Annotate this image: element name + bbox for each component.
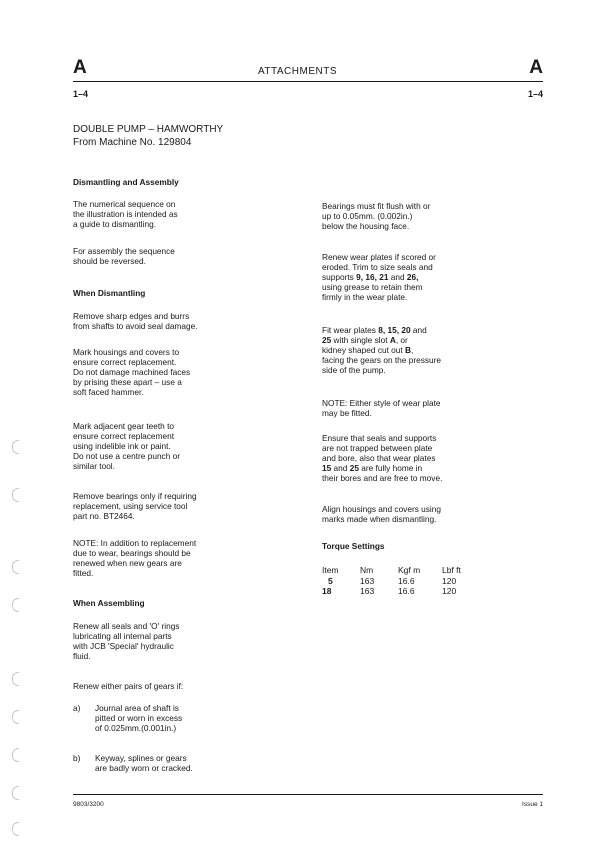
text-line: Mark housings and covers to bbox=[73, 347, 180, 357]
text-line: side of the pump. bbox=[322, 365, 386, 376]
text-line: ensure correct replacement. bbox=[73, 357, 177, 368]
table-cell: 163 bbox=[360, 575, 375, 586]
footer-issue: Issue 1 bbox=[522, 801, 543, 808]
text-span: supports bbox=[322, 272, 357, 283]
text-line: Mark adjacent gear teeth to bbox=[73, 421, 175, 431]
part-number: 8, 15, 20 bbox=[378, 325, 411, 335]
text-line: Remove sharp edges and burrs bbox=[73, 311, 190, 321]
table-row bbox=[322, 576, 461, 587]
text-line: NOTE: In addition to replacement bbox=[73, 538, 197, 548]
page-number-right: 1–4 bbox=[527, 89, 543, 99]
torque-table bbox=[322, 565, 461, 597]
text-line: of 0.025mm.(0.001in.) bbox=[95, 723, 177, 734]
column-header: Lbf ft bbox=[442, 565, 461, 575]
text-line: Do not use a centre punch or bbox=[73, 451, 181, 462]
text-line bbox=[322, 345, 441, 355]
paragraph-align-housings bbox=[322, 504, 441, 524]
text-line: firmly in the wear plate. bbox=[322, 292, 408, 303]
text-line bbox=[322, 272, 436, 282]
right-column bbox=[322, 201, 537, 621]
text-line bbox=[322, 335, 441, 345]
text-line: from shafts to avoid seal damage. bbox=[73, 321, 198, 332]
text-line bbox=[322, 463, 442, 473]
text-span: and bbox=[410, 325, 427, 335]
table-cell-item: 5 bbox=[328, 575, 333, 586]
paragraph-sharp-edges bbox=[73, 311, 198, 331]
text-line: the illustration is intended as bbox=[73, 209, 178, 220]
text-line: are badly worn or cracked. bbox=[95, 763, 193, 774]
text-line: using indelible ink or paint. bbox=[73, 441, 171, 452]
text-span: kidney shaped cut out bbox=[322, 345, 406, 356]
paragraph-sequence bbox=[73, 199, 178, 229]
text-line: fluid. bbox=[73, 651, 91, 662]
section-letter-left: A bbox=[73, 57, 87, 78]
table-cell: 163 bbox=[360, 586, 375, 596]
title-line-2: From Machine No. 129804 bbox=[73, 136, 192, 148]
text-line: Keyway, splines or gears bbox=[95, 753, 187, 763]
binding-mark bbox=[12, 822, 19, 836]
text-line: due to wear, bearings should be bbox=[73, 548, 191, 559]
text-line: renewed when new gears are bbox=[73, 558, 182, 569]
paragraph-bearings-flush bbox=[322, 201, 430, 231]
text-line: The numerical sequence on bbox=[73, 199, 176, 209]
text-line: fitted. bbox=[73, 568, 94, 579]
column-header: Nm bbox=[360, 565, 374, 575]
header-rule bbox=[73, 81, 543, 82]
heading-when-assembling: When Assembling bbox=[73, 598, 145, 608]
list-text bbox=[95, 753, 193, 773]
binding-mark bbox=[12, 748, 19, 762]
heading-dismantling-assembly: Dismantling and Assembly bbox=[73, 177, 179, 187]
text-line: For assembly the sequence bbox=[73, 246, 175, 256]
binding-mark bbox=[12, 440, 19, 454]
paragraph-mark-gear-teeth bbox=[73, 421, 180, 471]
text-line: NOTE: Either style of wear plate bbox=[322, 398, 441, 408]
part-number: B bbox=[405, 345, 412, 356]
text-span: , bbox=[411, 345, 414, 356]
text-line: Renew all seals and 'O' rings bbox=[73, 621, 180, 631]
part-number: 15 bbox=[322, 463, 332, 474]
part-number: 25 bbox=[322, 335, 332, 346]
table-cell: 120 bbox=[442, 575, 457, 586]
text-span: and bbox=[388, 272, 407, 283]
text-line: may be fitted. bbox=[322, 408, 372, 419]
left-column bbox=[73, 173, 288, 793]
paragraph-mark-housings bbox=[73, 347, 190, 397]
heading-when-dismantling: When Dismantling bbox=[73, 288, 146, 298]
text-line bbox=[322, 325, 441, 335]
text-line: soft faced hammer. bbox=[73, 387, 144, 398]
text-line: by prising these apart – use a bbox=[73, 377, 182, 388]
text-line: and bore, also that wear plates bbox=[322, 453, 436, 464]
binding-mark bbox=[12, 710, 19, 724]
table-cell: 16.6 bbox=[398, 586, 415, 596]
binding-mark bbox=[12, 488, 19, 502]
paragraph-remove-bearings bbox=[73, 491, 197, 521]
list-item bbox=[73, 753, 288, 783]
part-number: A bbox=[389, 335, 396, 346]
text-line: Bearings must fit flush with or bbox=[322, 201, 431, 211]
text-line: part no. BT2464. bbox=[73, 511, 135, 522]
heading-torque-settings: Torque Settings bbox=[322, 541, 385, 551]
table-cell: 120 bbox=[442, 586, 457, 596]
text-line: Journal area of shaft is bbox=[95, 703, 179, 713]
table-row bbox=[322, 586, 461, 597]
text-line: similar tool. bbox=[73, 461, 115, 472]
text-span: , or bbox=[395, 335, 408, 346]
text-span: with single slot bbox=[331, 335, 390, 346]
binding-mark bbox=[12, 672, 19, 686]
table-cell-item: 18 bbox=[322, 586, 332, 596]
text-line: lubricating all internal parts bbox=[73, 631, 172, 642]
text-line: a guide to dismantling. bbox=[73, 219, 157, 230]
text-line: facing the gears on the pressure bbox=[322, 355, 441, 366]
paragraph-note-wear-plate bbox=[322, 398, 441, 418]
list-label: a) bbox=[73, 703, 81, 713]
binding-mark bbox=[12, 598, 19, 612]
paragraph-note-bearings bbox=[73, 538, 196, 578]
text-line: Do not damage machined faces bbox=[73, 367, 191, 378]
table-header-row bbox=[322, 565, 461, 576]
text-line: using grease to retain them bbox=[322, 282, 423, 293]
text-span: Fit wear plates bbox=[322, 325, 379, 335]
text-line: Ensure that seals and supports bbox=[322, 433, 437, 443]
paragraph-renew-seals bbox=[73, 621, 179, 661]
text-line: pitted or worn in excess bbox=[95, 713, 183, 724]
text-line: Align housings and covers using bbox=[322, 504, 441, 514]
document-title bbox=[73, 124, 223, 149]
binding-mark bbox=[12, 786, 19, 800]
paragraph-ensure-seals bbox=[322, 433, 442, 483]
text-line: replacement, using service tool bbox=[73, 501, 188, 512]
text-line: up to 0.05mm. (0.002in.) bbox=[322, 211, 413, 222]
footer-rule bbox=[73, 794, 543, 795]
text-line: ensure correct replacement bbox=[73, 431, 174, 442]
text-line: below the housing face. bbox=[322, 221, 410, 232]
binding-mark bbox=[12, 560, 19, 574]
list-label: b) bbox=[73, 753, 81, 763]
page-number-left: 1–4 bbox=[73, 89, 89, 99]
text-line: their bores and are free to move. bbox=[322, 473, 443, 484]
text-line: marks made when dismantling. bbox=[322, 514, 437, 525]
list-item bbox=[73, 703, 288, 743]
section-letter-right: A bbox=[529, 57, 543, 78]
list-text bbox=[95, 703, 182, 733]
title-line-1: DOUBLE PUMP – HAMWORTHY bbox=[73, 124, 224, 135]
text-line: Renew wear plates if scored or bbox=[322, 252, 436, 262]
paragraph-renew-wear-plates bbox=[322, 252, 436, 302]
text-line: should be reversed. bbox=[73, 256, 146, 267]
paragraph-fit-wear-plates bbox=[322, 325, 441, 375]
column-header: Item bbox=[322, 565, 339, 575]
paragraph-assembly-sequence bbox=[73, 246, 175, 266]
text-line: are not trapped between plate bbox=[322, 443, 433, 454]
part-number: 26, bbox=[406, 272, 419, 283]
text-line: eroded. Trim to size seals and bbox=[322, 262, 433, 273]
header-title: ATTACHMENTS bbox=[257, 66, 337, 77]
table-cell: 16.6 bbox=[398, 575, 415, 586]
text-line: with JCB 'Special' hydraulic bbox=[73, 641, 174, 652]
column-header: Kgf m bbox=[398, 565, 421, 575]
part-number: 9, 16, 21 bbox=[356, 272, 389, 283]
text-span: are fully home in bbox=[358, 463, 423, 474]
part-number: 25 bbox=[349, 463, 359, 474]
text-line: Remove bearings only if requiring bbox=[73, 491, 197, 501]
paragraph-renew-gears: Renew either pairs of gears if: bbox=[73, 681, 184, 691]
footer-document-code: 9803/3200 bbox=[73, 801, 104, 808]
text-span: and bbox=[331, 463, 350, 474]
